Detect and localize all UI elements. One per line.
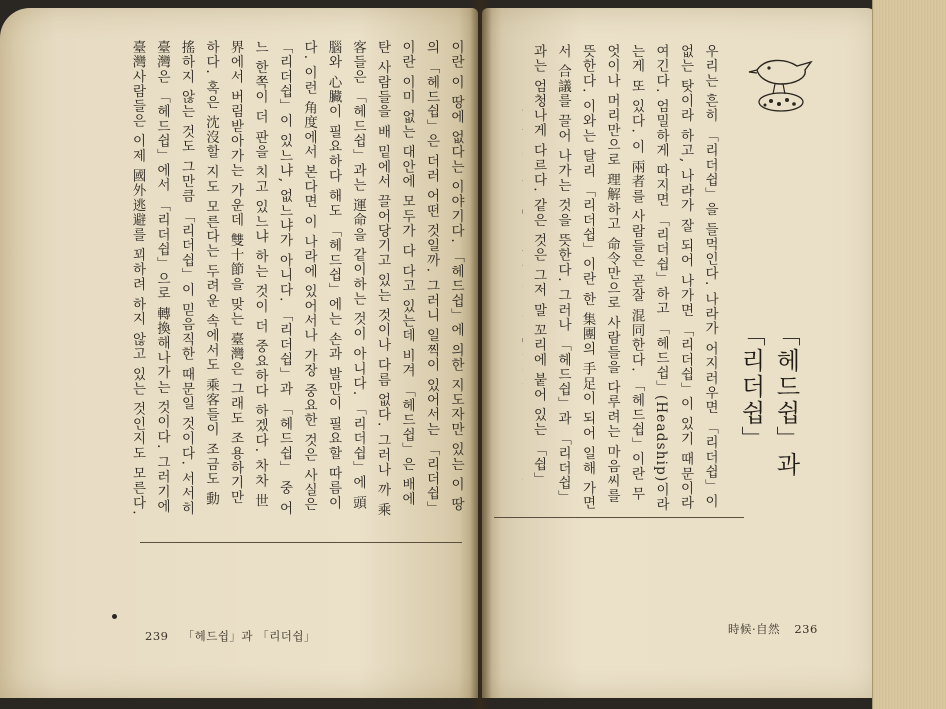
- left-page-rule: [140, 542, 462, 543]
- right-page-body-text: 우리는 흔히 「리더쉽」을 들먹인다. 나라가 어지러우면 「리더쉽」이 없는 탓이라 하고, 나라가 잘 되어 나가면 「리더쉽」이 있기 때문이라 여긴다. 엄밀하게 따지면 「리더쉽」하고 「헤드쉽」(Headship)이라는게 또 있다. 이 兩者를 사람들은 곧잘 混同한다. 「헤드쉽」이란 무엇이나 머리만으로 理解하고 命令만으로 사람들을 다루려는 마음씨를 뜻한다. 이와는 달리 「리더쉽」이란 한 集團의 手足이 되어 일해 가면서 合議를 끌어 나가는 것을 뜻한다. 그러나 「헤드쉽」과 「리더쉽」과는 엄청나게 다르다. 같은 것은 그저 말 꼬리에 붙어 있는 「쉽」: [530, 44, 718, 512]
- right-page-footer: [728, 621, 818, 637]
- left-page-number: 239: [145, 629, 169, 643]
- left-page-body-text: 이란 이 땅에 없다는 이야기다. 「헤드쉽」에 의한 지도자만 있는 이 땅의 「헤드쉽」은 더러 어떤 것일까. 그러니 일찍이 있어서는 「리더쉽」이란 이미 없는 대안에 모두가 다 다고 있는데 비겨 「헤드쉽」은 배에 탄 사람들을 배 밑에서 끌어당기고 있는 것이나 다름 없다. 그러나 까 乘客들은 「헤드쉽」과는 運命을 같이하는 것이 아니다. 「리더쉽」에 頭腦와 心臟이 필요하다 해도 「헤드쉽」에는 손과 발만이 필요할 따름이다. 이런 角度에서 본다면 이 나라에 있어서나 가장 중요한 것은 사실은 「리더쉽」이 있느냐, 없느냐가 아니다. 「리더쉽」과 「헤드쉽」 중 어느 한쪽이 더 판을 치고 있느냐 하는 것이 더 중요하다 하겠다. 차차 世界에서 버림받아가는 가운데 雙十節을 맞는 臺灣은 그래도 조용하기만 하다. 혹은 沈沒할 지도 모른다는 두려운 속에서도 乘客들이 조금도 動搖하지 않는 것도 그만큼 「리더쉽」이 믿음직한 때문일 것이다. 서서히 臺灣은 「헤드쉽」에서 「리더쉽」으로 轉換해나가는 것이다. 그러기에 臺灣사람들은 이제 國外逃避를 꾀하려 하지 않고 있는 것인지도 모른다.: [129, 40, 464, 518]
- right-page-number: 236: [794, 622, 818, 636]
- ink-speck: [112, 614, 117, 619]
- essay-title: 「헤드쉽」과 「리더쉽」: [737, 322, 800, 478]
- page-edges: [872, 0, 946, 709]
- right-page-rule: [494, 517, 744, 518]
- left-page-footer: [145, 628, 316, 644]
- bird-illustration-icon: [745, 48, 819, 120]
- book-spine-shadow: [470, 0, 492, 709]
- left-running-head: 「헤드쉽」과 「리더쉽」: [182, 629, 317, 643]
- right-running-head: 時候·自然: [728, 622, 781, 636]
